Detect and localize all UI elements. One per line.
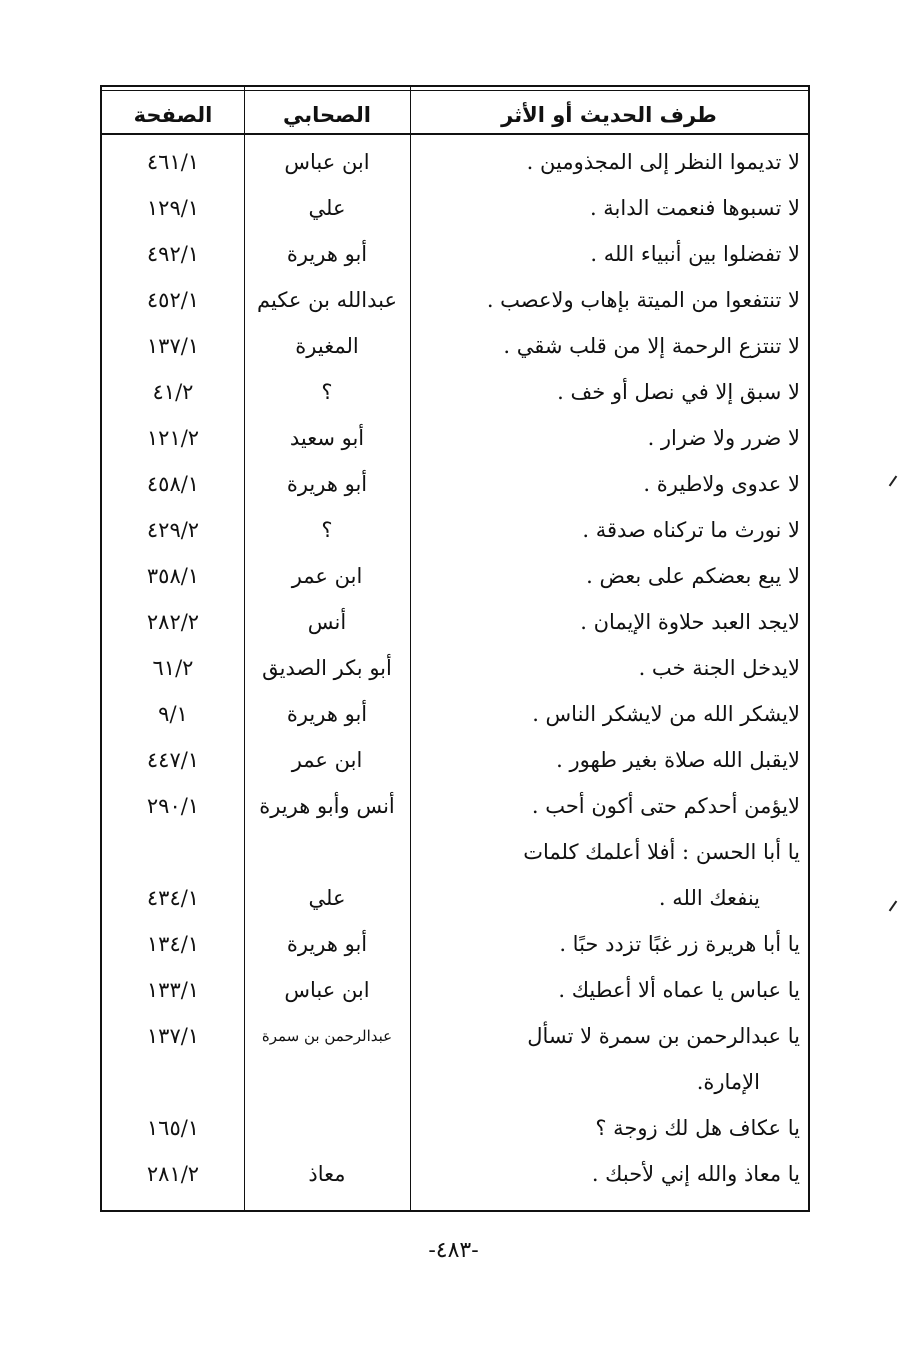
table-row (102, 277, 808, 323)
companion-name (244, 1105, 410, 1151)
header-companion: الصحابي (283, 103, 371, 127)
table-row (102, 369, 808, 415)
companion-name: أبو بكر الصديق (262, 656, 392, 680)
companion-name: ؟ (321, 518, 333, 542)
table-row (102, 921, 808, 967)
companion-name: علي (308, 886, 346, 910)
companion-name: عبدالله بن عكيم (257, 288, 397, 312)
hadith-text: لايؤمن أحدكم حتى أكون أحب . (531, 794, 800, 818)
hadith-text: يا أبا هريرة زر غبًا تزدد حبًا . (559, 932, 800, 956)
page-ref: ١٣٤/١ (146, 932, 200, 956)
hadith-text: لا عدوى ولاطيرة . (643, 472, 800, 496)
companion-name: المغيرة (295, 334, 359, 358)
table-row (102, 461, 808, 507)
page-ref: ٢٩٠/١ (146, 794, 200, 818)
table-row (102, 691, 808, 737)
companion-name: علي (308, 196, 346, 220)
scan-mark (889, 476, 898, 487)
page-ref: ١٣٧/١ (146, 1024, 200, 1048)
companion-name: عبدالرحمن بن سمرة (261, 1027, 393, 1045)
companion-name: ابن عمر (291, 748, 363, 772)
page-ref: ٤٩٢/١ (146, 242, 200, 266)
table-row (102, 553, 808, 599)
page-ref (102, 1059, 244, 1105)
table-row (102, 1013, 808, 1059)
table-row (102, 829, 808, 875)
index-table (100, 85, 810, 1212)
table-row (102, 415, 808, 461)
page-number: -٤٨٣- (428, 1238, 479, 1263)
page-ref: ١٢٩/١ (146, 196, 200, 220)
page-ref: ١٣٣/١ (146, 978, 200, 1002)
table-row (102, 645, 808, 691)
hadith-text: لا تديموا النظر إلى المجذومين . (526, 150, 800, 174)
table-row (102, 185, 808, 231)
companion-name: أنس (307, 610, 347, 634)
table-row (102, 323, 808, 369)
page-ref: ٣٥٨/١ (146, 564, 200, 588)
hadith-text: الإمارة. (696, 1070, 760, 1094)
hadith-text: لا تنتزع الرحمة إلا من قلب شقي . (503, 334, 800, 358)
table-row (102, 737, 808, 783)
companion-name: ؟ (321, 380, 333, 404)
page-ref: ٤٥٢/١ (146, 288, 200, 312)
companion-name: ابن عباس (284, 978, 370, 1002)
table-row (102, 1105, 808, 1151)
hadith-text: لا تسبوها فنعمت الدابة . (589, 196, 800, 220)
table-row (102, 1059, 808, 1105)
hadith-text: ينفعك الله . (658, 886, 760, 910)
companion-name (244, 1059, 410, 1105)
page-ref: ٤٤٧/١ (146, 748, 200, 772)
page-ref: ٤١/٢ (152, 380, 194, 404)
table-header (102, 87, 808, 135)
table-row (102, 1151, 808, 1197)
page-ref: ٢٨٢/٢ (146, 610, 200, 634)
companion-name: أبو هريرة (286, 702, 368, 726)
page-ref (102, 829, 244, 875)
header-rule (102, 87, 808, 91)
table-row (102, 139, 808, 185)
hadith-text: لايشكر الله من لايشكر الناس . (532, 702, 800, 726)
companion-name: أبو سعيد (289, 426, 365, 450)
hadith-text: لايقبل الله صلاة بغير طهور . (556, 748, 800, 772)
table-row (102, 231, 808, 277)
companion-name: معاذ (308, 1162, 346, 1186)
hadith-text: يا عبدالرحمن بن سمرة لا تسأل (527, 1024, 800, 1048)
page-ref: ٤٥٨/١ (146, 472, 200, 496)
companion-name: أبو هريرة (286, 472, 368, 496)
hadith-text: لايجد العبد حلاوة الإيمان . (580, 610, 800, 634)
hadith-text: يا عكاف هل لك زوجة ؟ (595, 1116, 800, 1140)
page-ref: ٤٣٤/١ (146, 886, 200, 910)
hadith-text: لا تفضلوا بين أنبياء الله . (590, 242, 800, 266)
header-page: الصفحة (133, 103, 213, 127)
hadith-text: لا نورث ما تركناه صدقة . (582, 518, 800, 542)
table-row (102, 507, 808, 553)
scan-mark (889, 901, 898, 912)
companion-name: ابن عمر (291, 564, 363, 588)
hadith-text: لا تنتفعوا من الميتة بإهاب ولاعصب . (486, 288, 800, 312)
hadith-text: لا ضرر ولا ضرار . (647, 426, 800, 450)
companion-name: أنس وأبو هريرة (259, 794, 395, 818)
page-ref: ٤٢٩/٢ (146, 518, 200, 542)
page-ref: ٦١/٢ (152, 656, 194, 680)
table-row (102, 783, 808, 829)
hadith-text: لايدخل الجنة خب . (638, 656, 800, 680)
hadith-text: يا عباس يا عماه ألا أعطيك . (558, 978, 800, 1002)
page-ref: ٤٦١/١ (146, 150, 200, 174)
hadith-text: يا معاذ والله إني لأحبك . (591, 1162, 800, 1186)
table-row (102, 967, 808, 1013)
hadith-text: يا أبا الحسن : أفلا أعلمك كلمات (523, 840, 800, 864)
companion-name: ابن عباس (284, 150, 370, 174)
hadith-text: لا يبع بعضكم على بعض . (586, 564, 800, 588)
table-row (102, 599, 808, 645)
companion-name (244, 829, 410, 875)
page-ref: ١٢١/٢ (146, 426, 200, 450)
companion-name: أبو هريرة (286, 242, 368, 266)
header-hadith: طرف الحديث أو الأثر (501, 103, 717, 127)
hadith-text: لا سبق إلا في نصل أو خف . (557, 380, 800, 404)
page-ref: ٢٨١/٢ (146, 1162, 200, 1186)
page-ref: ١٣٧/١ (146, 334, 200, 358)
page-ref: ٩/١ (158, 702, 188, 726)
table-row (102, 875, 808, 921)
companion-name: أبو هريرة (286, 932, 368, 956)
page-ref: ١٦٥/١ (146, 1116, 200, 1140)
